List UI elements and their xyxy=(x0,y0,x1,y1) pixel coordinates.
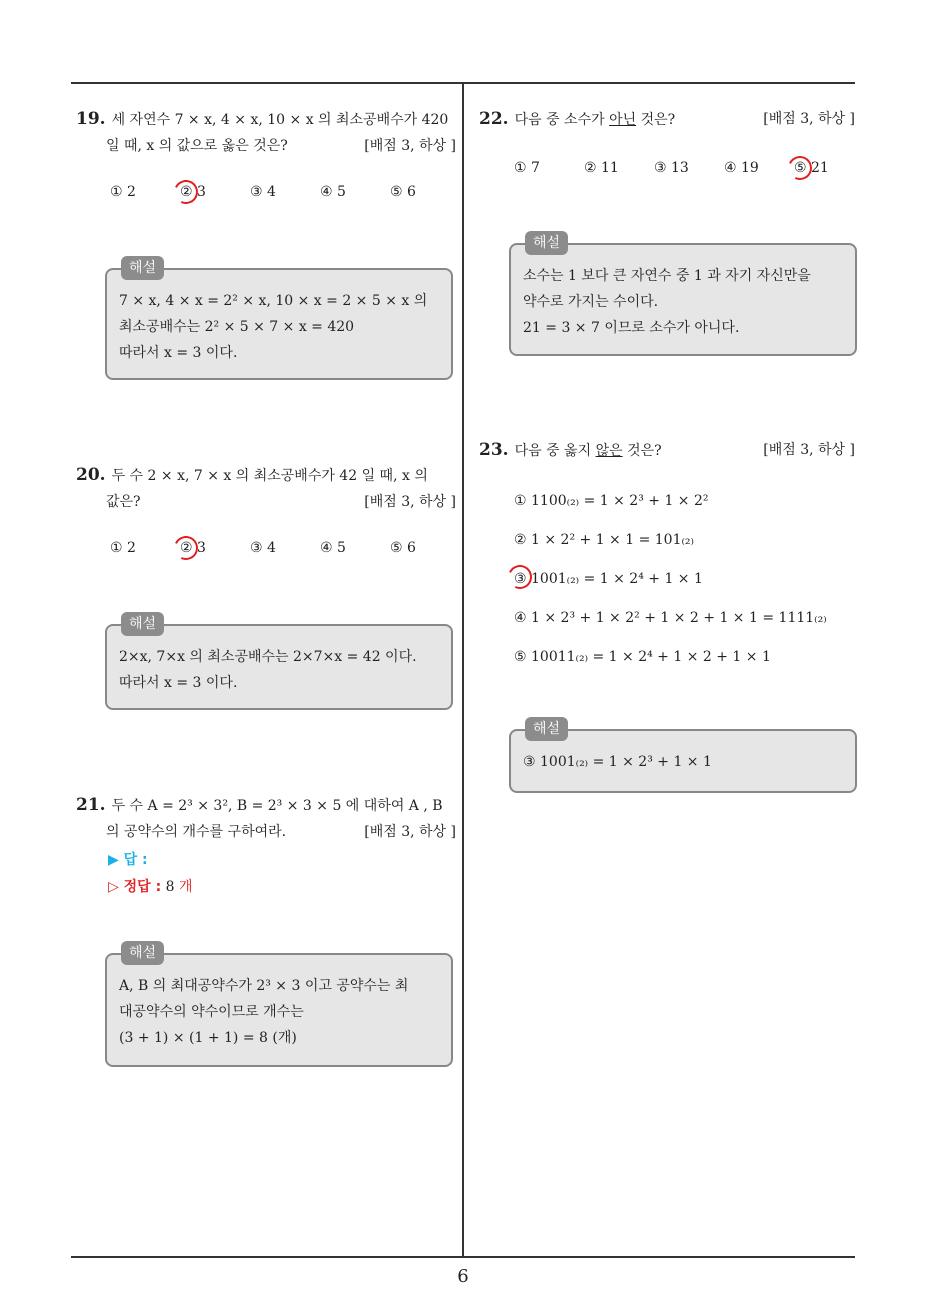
choice-3[interactable]: ③ 13 xyxy=(654,160,689,176)
choice-label: ⑤ 21 xyxy=(794,160,829,176)
solution-tag: 해설 xyxy=(525,231,568,255)
choice-4[interactable]: ④ 19 xyxy=(724,160,759,176)
question-text-a: 다음 중 소수가 xyxy=(514,112,610,128)
correct-answer-mark xyxy=(171,177,202,208)
solution-box-23 xyxy=(509,721,857,793)
question-text-emphasis: 아닌 xyxy=(609,112,637,128)
question-text-line1: 세 자연수 7 × x, 4 × x, 10 × x 의 최소공배수가 420 xyxy=(111,112,449,128)
choice-2[interactable]: ② 11 xyxy=(584,160,619,176)
column-divider xyxy=(462,83,464,1257)
solution-line: 대공약수의 약수이므로 개수는 xyxy=(119,1004,304,1020)
correct-answer-row xyxy=(108,874,193,900)
question-22 xyxy=(479,106,855,133)
option-2[interactable]: ② 1 × 2² + 1 × 1 = 101₍₂₎ xyxy=(514,532,694,548)
solution-line: (3 + 1) × (1 + 1) = 8 (개) xyxy=(119,1030,297,1046)
option-4[interactable]: ④ 1 × 2³ + 1 × 2² + 1 × 2 + 1 × 1 = 1111₍₂₎ xyxy=(514,610,827,626)
question-meta: [배점 3, 하상 ] xyxy=(763,442,855,458)
question-number: 20. xyxy=(76,465,106,485)
question-meta: [배점 3, 하상 ] xyxy=(364,138,456,154)
option-label: ③ 1001₍₂₎ = 1 × 2⁴ + 1 × 1 xyxy=(514,571,703,587)
correct-label: ▷ 정답 : xyxy=(108,879,162,895)
option-3[interactable] xyxy=(514,566,854,605)
options-23 xyxy=(514,488,854,683)
question-text-line2: 의 공약수의 개수를 구하여라. xyxy=(106,824,287,840)
solution-line: 따라서 x = 3 이다. xyxy=(119,345,238,361)
question-meta: [배점 3, 하상 ] xyxy=(763,111,855,127)
solution-line: ③ 1001₍₂₎ = 1 × 2³ + 1 × 1 xyxy=(523,754,712,770)
correct-value: 8 xyxy=(165,879,175,895)
choices-22 xyxy=(514,160,854,176)
correct-answer-mark xyxy=(171,533,202,564)
solution-box-19 xyxy=(105,260,453,380)
solution-tag: 해설 xyxy=(525,717,568,741)
solution-line: 7 × x, 4 × x = 2² × x, 10 × x = 2 × 5 × x 의 xyxy=(119,293,428,309)
question-text-emphasis: 않은 xyxy=(595,443,623,459)
option-5[interactable]: ⑤ 10011₍₂₎ = 1 × 2⁴ + 1 × 2 + 1 × 1 xyxy=(514,649,771,665)
solution-box-22 xyxy=(509,235,857,356)
correct-answer-mark xyxy=(505,562,536,593)
question-text-line1: 두 수 A = 2³ × 3², B = 2³ × 3 × 5 에 대하여 A , B xyxy=(111,798,443,814)
solution-line: 최소공배수는 2² × 5 × 7 × x = 420 xyxy=(119,319,355,335)
solution-line: 소수는 1 보다 큰 자연수 중 1 과 자기 자신만을 xyxy=(523,268,811,284)
choice-5[interactable] xyxy=(794,160,854,176)
solution-line: 2×x, 7×x 의 최소공배수는 2×7×x = 42 이다. xyxy=(119,649,417,665)
question-text-line2: 값은? xyxy=(106,494,141,510)
choice-3[interactable]: ③ 4 xyxy=(250,184,276,200)
answer-label: ▶ 답 : xyxy=(108,852,148,868)
question-23 xyxy=(479,437,855,464)
solution-tag: 해설 xyxy=(121,612,164,636)
question-number: 19. xyxy=(76,109,106,129)
choice-2[interactable] xyxy=(180,184,250,200)
solution-box-21 xyxy=(105,945,453,1067)
solution-tag: 해설 xyxy=(121,941,164,965)
correct-answer-mark xyxy=(785,153,816,184)
choice-1[interactable]: ① 2 xyxy=(110,540,136,556)
question-text-b: 것은? xyxy=(636,112,676,128)
question-21 xyxy=(76,792,456,845)
choice-4[interactable]: ④ 5 xyxy=(320,540,346,556)
page-number: 6 xyxy=(457,1266,469,1287)
bottom-rule xyxy=(71,1256,855,1258)
solution-line: 약수로 가지는 수이다. xyxy=(523,294,659,310)
question-text-line1: 두 수 2 × x, 7 × x 의 최소공배수가 42 일 때, x 의 xyxy=(111,468,428,484)
correct-unit: 개 xyxy=(179,879,193,895)
question-20 xyxy=(76,462,456,515)
choice-4[interactable]: ④ 5 xyxy=(320,184,346,200)
choices-20 xyxy=(110,540,450,556)
question-meta: [배점 3, 하상 ] xyxy=(364,824,456,840)
choice-5[interactable]: ⑤ 6 xyxy=(390,540,416,556)
solution-line: 21 = 3 × 7 이므로 소수가 아니다. xyxy=(523,320,740,336)
question-number: 23. xyxy=(479,440,509,460)
choice-label: ② 3 xyxy=(180,540,206,556)
question-text-line2: 일 때, x 의 값으로 옳은 것은? xyxy=(106,138,288,154)
question-number: 22. xyxy=(479,109,509,129)
choices-19 xyxy=(110,184,450,200)
solution-tag: 해설 xyxy=(121,256,164,280)
choice-1[interactable]: ① 2 xyxy=(110,184,136,200)
question-text-b: 것은? xyxy=(622,443,662,459)
option-1[interactable]: ① 1100₍₂₎ = 1 × 2³ + 1 × 2² xyxy=(514,493,709,509)
choice-3[interactable]: ③ 4 xyxy=(250,540,276,556)
solution-box-20 xyxy=(105,616,453,710)
question-19 xyxy=(76,106,456,159)
question-number: 21. xyxy=(76,795,106,815)
choice-label: ② 3 xyxy=(180,184,206,200)
question-text-a: 다음 중 옳지 xyxy=(514,443,596,459)
choice-2[interactable] xyxy=(180,540,250,556)
choice-5[interactable]: ⑤ 6 xyxy=(390,184,416,200)
question-meta: [배점 3, 하상 ] xyxy=(364,494,456,510)
solution-line: 따라서 x = 3 이다. xyxy=(119,675,238,691)
solution-line: A, B 의 최대공약수가 2³ × 3 이고 공약수는 최 xyxy=(119,978,409,994)
choice-1[interactable]: ① 7 xyxy=(514,160,540,176)
